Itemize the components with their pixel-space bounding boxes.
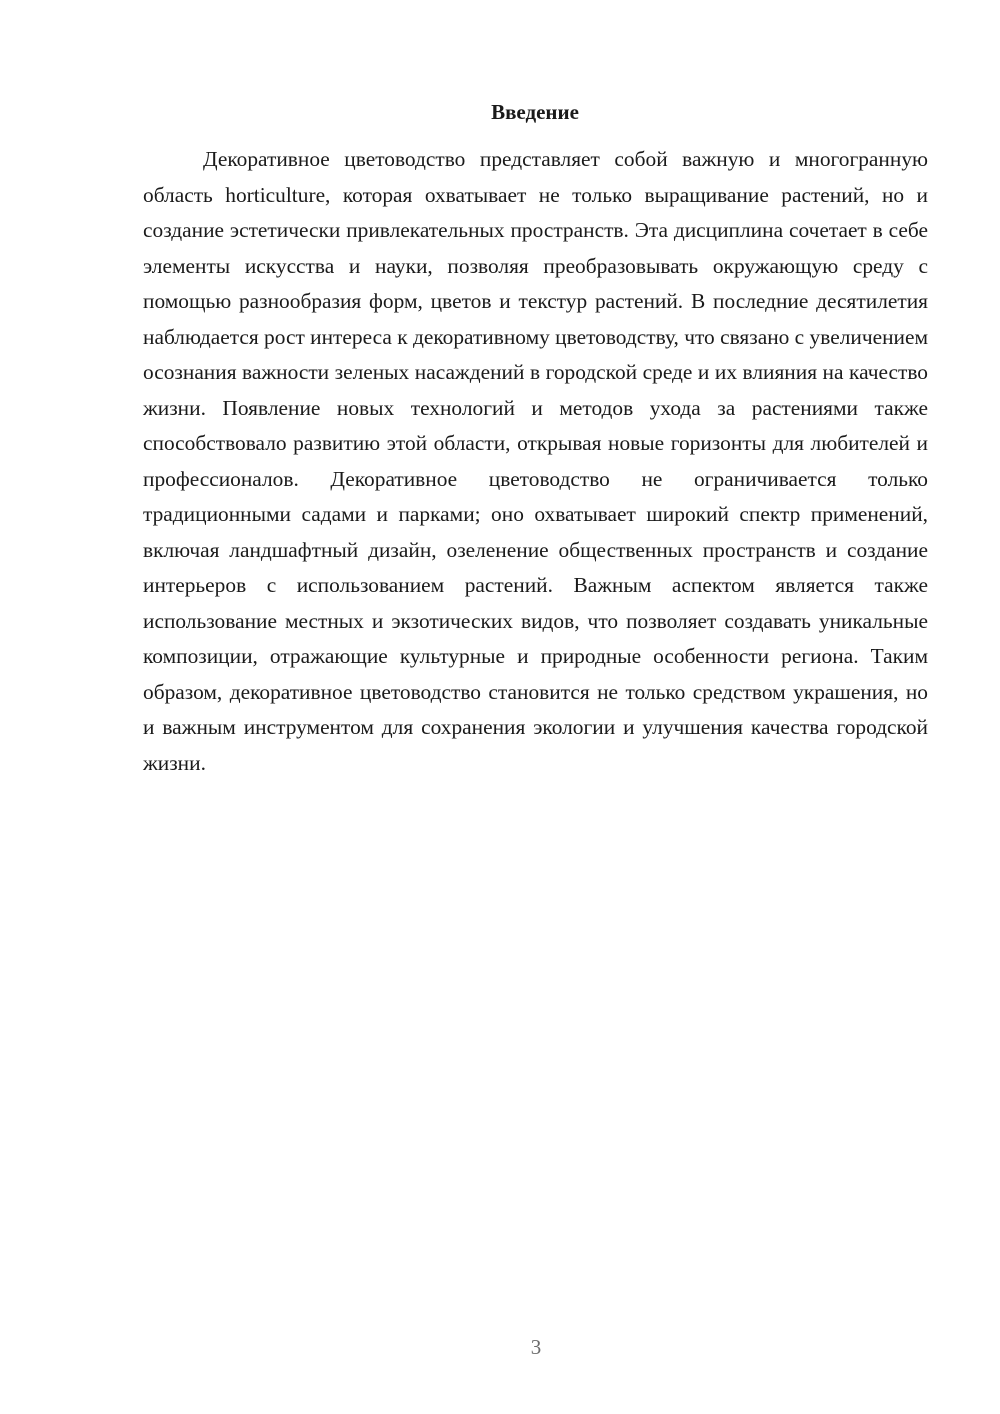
- section-heading: Введение: [491, 100, 579, 124]
- body-paragraph: Декоративное цветоводство представляет собой важную и многогранную область horticulture, которая охватывает не только выращивание растений, но и создание эстетически привлекательных пространств. Эта дисциплина сочетает в себе элементы искусства и науки, позволяя преобразовывать окружающую среду с помощью разнообразия форм, цветов и текстур растений. В последние десятилетия наблюдается рост интереса к декоративному цветоводству, что связано с увеличением осознания важности зеленых насаждений в городской среде и их влияния на качество жизни. Появление новых технологий и методов ухода за растениями также способствовало развитию этой области, открывая новые горизонты для любителей и профессионалов. Декоративное цветоводство не ограничивается только традиционными садами и парками; оно охватывает широкий спектр применений, включая ландшафтный дизайн, озеленение общественных пространств и создание интерьеров с использованием растений. Важным аспектом является также использование местных и экзотических видов, что позволяет создавать уникальные композиции, отражающие культурные и природные особенности региона. Таким образом, декоративное цветоводство становится не только средством украшения, но и важным инструментом для сохранения экологии и улучшения качества городской жизни.: [143, 147, 928, 775]
- page-number: 3: [530, 1335, 542, 1359]
